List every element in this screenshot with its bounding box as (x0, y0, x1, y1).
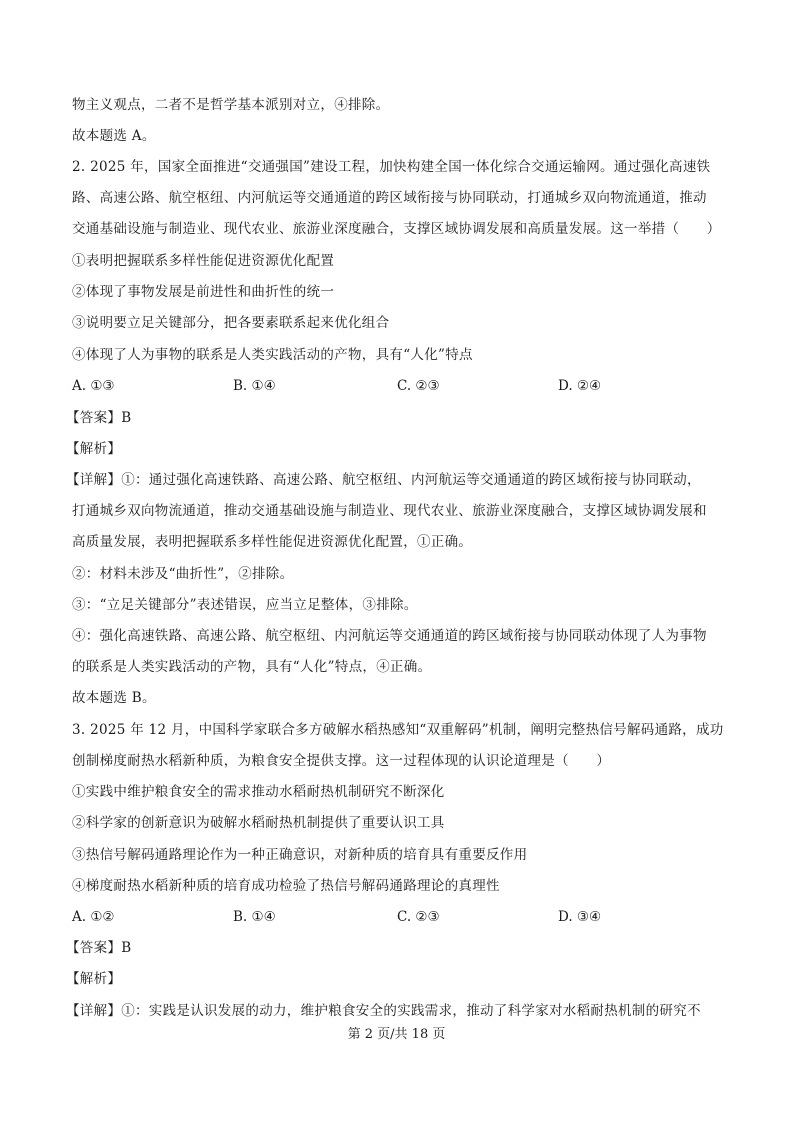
analysis-label: 【解析】 (66, 441, 122, 457)
question-2-option-d: D. ②④ (558, 378, 602, 394)
explanation-text: ④：强化高速铁路、高速公路、航空枢纽、内河航运等交通通道的跨区域衔接与协同联动体现了人为事物 (72, 628, 707, 644)
question-2-option-c: C. ②③ (397, 378, 440, 394)
question-2-statement: ①表明把握联系多样性能促进资源优化配置 (72, 253, 335, 269)
explanation-text: 高质量发展，表明把握联系多样性能促进资源优化配置，①正确。 (72, 534, 473, 550)
text-line: 故本题选 B。 (72, 690, 156, 706)
analysis-label: 【解析】 (66, 971, 122, 987)
question-3-stem: 3. 2025 年 12 月，中国科学家联合多方破解水稻热感知“双重解码”机制，阐明完整热信号解码通路，成功 (72, 722, 724, 738)
explanation-text: ③：“立足关键部分”表述错误，应当立足整体，③排除。 (72, 597, 418, 613)
question-3-statement: ③热信号解码通路理论作为一种正确意识，对新种质的培育具有重要反作用 (72, 847, 528, 863)
explanation-text: 【详解】①：实践是认识发展的动力，维护粮食安全的实践需求，推动了科学家对水稻耐热机制的研究不 (66, 1003, 701, 1019)
text-line: 故本题选 A。 (72, 128, 156, 144)
question-3-stem: 创制梯度耐热水稻新种质，为粮食安全提供支撑。这一过程体现的认识论道理是（ ） (72, 753, 611, 769)
answer-label: 【答案】B (66, 940, 132, 956)
question-3-option-b: B. ①④ (233, 909, 276, 925)
question-2-stem: 2. 2025 年，国家全面推进“交通强国”建设工程，加快构建全国一体化综合交通运输网。通过强化高速铁 (72, 159, 711, 175)
question-2-option-b: B. ①④ (233, 378, 276, 394)
question-3-statement: ①实践中维护粮食安全的需求推动水稻耐热机制研究不断深化 (72, 784, 445, 800)
question-3-statement: ④梯度耐热水稻新种质的培育成功检验了热信号解码通路理论的真理性 (72, 878, 500, 894)
question-2-statement: ③说明要立足关键部分，把各要素联系起来优化组合 (72, 315, 390, 331)
question-3-option-a: A. ①② (72, 909, 115, 925)
question-3-option-d: D. ③④ (558, 909, 602, 925)
question-2-statement: ②体现了事物发展是前进性和曲折性的统一 (72, 284, 335, 300)
question-2-stem: 交通基础设施与制造业、现代农业、旅游业深度融合，支撑区域协调发展和高质量发展。这一举措（ ） (72, 221, 721, 237)
explanation-text: 【详解】①：通过强化高速铁路、高速公路、航空枢纽、内河航运等交通通道的跨区域衔接与协同联动， (66, 472, 701, 488)
question-3-statement: ②科学家的创新意识为破解水稻耐热机制提供了重要认识工具 (72, 815, 445, 831)
text-line: 物主义观点，二者不是哲学基本派别对立，④排除。 (72, 97, 390, 113)
explanation-text: 打通城乡双向物流通道，推动交通基础设施与制造业、现代农业、旅游业深度融合，支撑区域协调发展和 (72, 503, 707, 519)
question-2-stem: 路、高速公路、航空枢纽、内河航运等交通通道的跨区域衔接与协同联动，打通城乡双向物流通道，推动 (72, 190, 707, 206)
answer-label: 【答案】B (66, 410, 132, 426)
question-3-option-c: C. ②③ (397, 909, 440, 925)
explanation-text: 的联系是人类实践活动的产物，具有“人化”特点，④正确。 (72, 659, 432, 675)
page-footer: 第 2 页/共 18 页 (347, 1027, 446, 1042)
question-2-option-a: A. ①③ (72, 378, 115, 394)
question-2-statement: ④体现了人为事物的联系是人类实践活动的产物，具有“人化”特点 (72, 347, 473, 363)
explanation-text: ②：材料未涉及“曲折性”，②排除。 (72, 566, 294, 582)
